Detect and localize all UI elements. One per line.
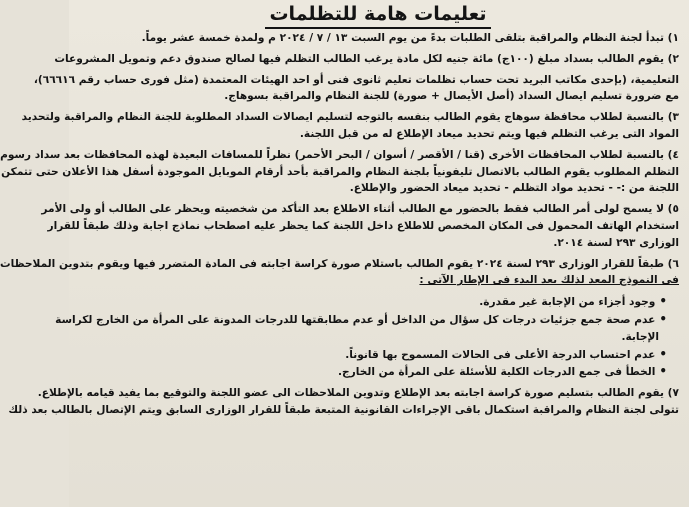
item-1: ١) تبدأ لجنة النظام والمراقبة بتلقى الطلبات بدءً من يوم السبت ١٣ / ٧ / ٢٠٢٤ م ولمدة خمسة عشر يوماً. — [141, 32, 679, 44]
item-5-cont2: الوزارى ٢٩٣ لسنة ٢٠١٤. — [553, 236, 679, 249]
item-4-cont: التظلم المطلوب يقوم الطالب بالاتصال تليفونياً بلجنة النظام والمراقبة بأحد أرقام الموبايل الموجودة أسفل هذا الأعلان حتى تتمكن — [1, 165, 679, 178]
bullet-3: • عدم احتساب الدرجة الأعلى فى الحالات المسموح بها قانوناً. — [77, 346, 679, 364]
item-2-cont2: مع ضرورة تسليم ايصال السداد (أصل الأيصال + صورة) للجنة النظام والمراقبة بسوهاج. — [224, 90, 679, 103]
bullet-2: • عدم صحة جمع جزئيات درجات كل سؤال من الداخل أو عدم مطابقتها للدرجات المدونة على المرأة من الخارج لكراسة — [77, 311, 679, 329]
bullet-2-cont: الإجابة. — [621, 330, 659, 343]
document-title: تعليمات هامة للتظلمات — [265, 2, 490, 29]
item-3: ٣) بالنسبة لطلاب محافظة سوهاج يقوم الطالب بنفسه بالتوجه لتسليم ايصالات السداد المطلوبة للجنة النظام والمراقبة ولتحديد — [21, 111, 679, 124]
item-5-cont: استخدام الهاتف المحمول فى المكان المخصص للاطلاع داخل اللجنة كما يحظر عليه اصطحاب نماذج اجابة وذلك طبقاً للقرار — [47, 219, 679, 232]
item-4-cont2: اللجنة من :- - تحديد مواد التظلم - تحديد ميعاد الحضور والإطلاع. — [349, 182, 679, 195]
title-block — [77, 2, 679, 30]
item-5: ٥) لا يسمح لولى أمر الطالب فقط بالحضور مع الطالب أثناء الاطلاع بعد التأكد من شخصيته ويحظر على الطالب أو ولى الأمر — [41, 203, 679, 216]
item-7-cont: تتولى لجنة النظام والمراقبة استكمال باقى الإجراءات القانونية المتبعة طبقاً للقرار الوزارى السابق ويتم الإتصال بالطالب بعد ذلك — [8, 403, 679, 416]
item-3-cont: المواد التى يرغب التظلم فيها ويتم تحديد ميعاد الإطلاع له من قبل اللجنة. — [299, 127, 679, 140]
item-7: ٧) يقوم الطالب بتسليم صورة كراسة اجابته بعد الإطلاع وتدوين الملاحظات الى عضو اللجنة والتوقيع بما يفيد قيامه بالإطلاع. — [37, 387, 679, 400]
item-6-cont: فى النموذج المعد لذلك بعد البدء فى الإطار الآتى : — [419, 274, 679, 287]
item-4: ٤) بالنسبة لطلاب المحافظات الأخرى (قنا / الأقصر / أسوان / البحر الأحمر) نظراً للمسافات البعيدة لهذه المحافظات بعد سداد رسوم — [0, 148, 679, 161]
bullet-4: • الخطأ فى جمع الدرجات الكلية للأسئلة على المرأة من الخارج. — [77, 363, 679, 381]
item-2: ٢) يقوم الطالب بسداد مبلغ (١٠٠ج) مائة جنيه لكل مادة يرغب الطالب التظلم فيها لصالح صندوق دعم وتمويل المشروعات — [54, 52, 679, 65]
bullet-1: • وجود أجزاء من الإجابة غير مقدرة. — [77, 293, 679, 311]
item-6: ٦) طبقاً للقرار الوزارى ٢٩٣ لسنة ٢٠٢٤ يقوم الطالب باستلام صورة كراسة اجابته فى المادة المتضرر فيها ويقوم بتدوين الملاحظات — [0, 257, 679, 270]
item-2-cont: التعليمية، (بإحدى مكاتب البريد تحت حساب تظلمات تعليم ثانوى فنى أو احد الهيئات المعتمدة (مثل فورى حساب رقم ٦٦٦١٦)، — [33, 73, 679, 86]
